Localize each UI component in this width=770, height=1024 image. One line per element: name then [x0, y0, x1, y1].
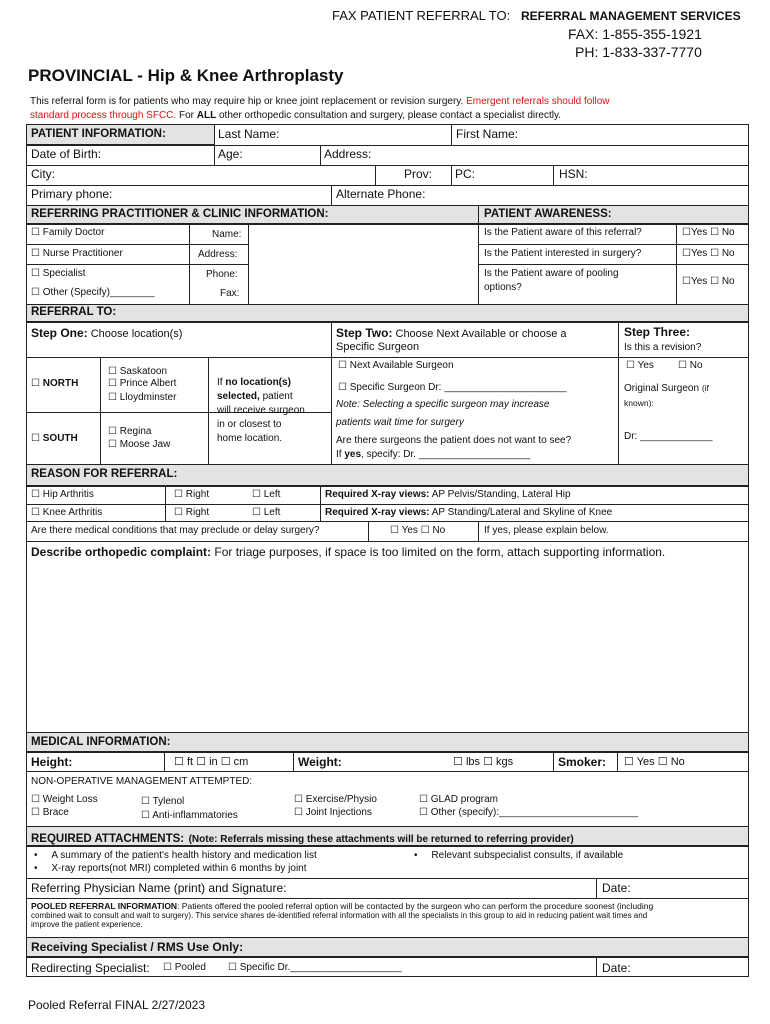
- step-two-label-2: Specific Surgeon: [336, 341, 420, 353]
- conditions-options[interactable]: ☐ Yes ☐ No: [390, 525, 445, 536]
- fax-to-label: FAX PATIENT REFERRAL TO:: [332, 8, 511, 23]
- phone-number: PH: 1-833-337-7770: [575, 44, 702, 60]
- joint-injections-checkbox[interactable]: ☐ Joint Injections: [294, 807, 372, 818]
- pooled-info-text: POOLED REFERRAL INFORMATION: Patients offered the pooled referral option will be contacted by the surgeon who can perform the procedure soonest (including combined wait to consult and wait to surgery). This service shares de-identified referral information with all the specialists in this group to aid in reducing patient wait times and improve the patient experience.: [31, 901, 654, 929]
- hip-arthritis-checkbox[interactable]: ☐ Hip Arthritis: [31, 489, 94, 500]
- knee-arthritis-checkbox[interactable]: ☐ Knee Arthritis: [31, 507, 102, 518]
- prince-albert-checkbox[interactable]: ☐ Prince Albert: [108, 378, 176, 389]
- prov-field[interactable]: Prov:: [404, 167, 433, 181]
- clinic-name-field[interactable]: Name:: [212, 229, 242, 240]
- patient-info-title: PATIENT INFORMATION:: [31, 128, 166, 140]
- nonop-label: NON-OPERATIVE MANAGEMENT ATTEMPTED:: [31, 776, 253, 787]
- regina-checkbox[interactable]: ☐ Regina: [108, 426, 151, 437]
- specific-dr-checkbox[interactable]: ☐ Specific Dr.____________________: [228, 962, 402, 973]
- interested-surgery-options[interactable]: ☐ Yes ☐ No: [682, 248, 735, 259]
- aware-pooling-question-2: options?: [484, 282, 522, 293]
- height-units[interactable]: ☐ ft ☐ in ☐ cm: [174, 755, 248, 768]
- revision-question: Is this a revision?: [624, 342, 702, 353]
- first-name-field[interactable]: First Name:: [456, 127, 519, 141]
- conditions-question: Are there medical conditions that may preclude or delay surgery?: [31, 525, 320, 536]
- weight-loss-checkbox[interactable]: ☐ Weight Loss: [31, 794, 98, 805]
- no-location-note-1: If no location(s): [217, 377, 291, 388]
- knee-right-checkbox[interactable]: ☐ Right: [174, 507, 209, 518]
- step-three-label: Step Three:: [624, 325, 691, 339]
- clinic-phone-field[interactable]: Phone:: [206, 269, 238, 280]
- north-checkbox[interactable]: ☐ NORTH: [31, 378, 78, 389]
- other-nonop-checkbox[interactable]: ☐ Other (specify):_________________________: [419, 807, 638, 818]
- redirecting-specialist-label: Redirecting Specialist:: [31, 961, 150, 975]
- fax-number: FAX: 1-855-355-1921: [568, 26, 702, 42]
- intro-line-1: This referral form is for patients who may require hip or knee joint replacement or revision surgery. Emergent referrals should follow: [30, 96, 610, 107]
- intro-line-2: standard process through SFCC. For ALL other orthopedic consultation and surgery, please contact a specialist directly.: [30, 110, 562, 121]
- attachment-bullet-1: • A summary of the patient's health history and medication list: [34, 850, 317, 861]
- specific-surgeon-note-2: patients wait time for surgery: [336, 417, 464, 428]
- knee-left-checkbox[interactable]: ☐ Left: [252, 507, 280, 518]
- family-doctor-checkbox[interactable]: ☐ Family Doctor: [31, 227, 104, 238]
- no-location-note-2: selected, patient: [217, 391, 293, 402]
- other-checkbox[interactable]: ☐ Other (Specify)________: [31, 287, 154, 298]
- brace-checkbox[interactable]: ☐ Brace: [31, 807, 69, 818]
- knee-xray-views: Required X-ray views: AP Standing/Lateral and Skyline of Knee: [325, 507, 613, 518]
- pooled-checkbox[interactable]: ☐ Pooled: [163, 962, 206, 973]
- footer-version: Pooled Referral FINAL 2/27/2023: [28, 998, 205, 1012]
- medical-title: MEDICAL INFORMATION:: [31, 736, 171, 748]
- specific-surgeon-checkbox[interactable]: ☐ Specific Surgeon Dr: ______________________: [338, 382, 567, 393]
- receiving-date-field[interactable]: Date:: [602, 961, 631, 975]
- attachments-title: REQUIRED ATTACHMENTS: (Note: Referrals missing these attachments will be returned to referring provider): [31, 833, 574, 845]
- referral-to-title: REFERRAL TO:: [31, 306, 117, 318]
- signature-date-field[interactable]: Date:: [602, 881, 631, 895]
- primary-phone-field[interactable]: Primary phone:: [31, 187, 113, 201]
- awareness-title: PATIENT AWARENESS:: [484, 208, 612, 220]
- clinic-address-field[interactable]: Address:: [198, 249, 238, 260]
- original-surgeon-field[interactable]: Dr: _____________: [624, 431, 713, 442]
- org-name: REFERRAL MANAGEMENT SERVICES: [521, 9, 741, 23]
- tylenol-checkbox[interactable]: ☐ Tylenol: [141, 796, 184, 807]
- no-location-note-4: in or closest to: [217, 419, 282, 430]
- specialist-checkbox[interactable]: ☐ Specialist: [31, 268, 86, 279]
- physician-signature-field[interactable]: Referring Physician Name (print) and Signature:: [31, 881, 287, 895]
- aware-pooling-options[interactable]: ☐ Yes ☐ No: [682, 276, 735, 287]
- conditions-explain: If yes, please explain below.: [484, 525, 609, 536]
- weight-units[interactable]: ☐ lbs ☐ kgs: [453, 755, 513, 768]
- interested-surgery-question: Is the Patient interested in surgery?: [484, 248, 642, 259]
- next-available-checkbox[interactable]: ☐ Next Available Surgeon: [338, 360, 454, 371]
- hsn-field[interactable]: HSN:: [559, 167, 588, 181]
- exercise-physio-checkbox[interactable]: ☐ Exercise/Physio: [294, 794, 377, 805]
- attachment-bullet-2: • X-ray reports(not MRI) completed within 6 months by joint: [34, 863, 307, 874]
- hip-right-checkbox[interactable]: ☐ Right: [174, 489, 209, 500]
- no-location-note-5: home location.: [217, 433, 283, 444]
- practitioner-title: REFERRING PRACTITIONER & CLINIC INFORMATION:: [31, 208, 329, 220]
- revision-yes-checkbox[interactable]: ☐ Yes: [626, 360, 654, 371]
- smoker-options[interactable]: ☐ Yes ☐ No: [624, 755, 685, 768]
- height-label: Height:: [31, 755, 73, 769]
- lloydminster-checkbox[interactable]: ☐ Lloydminster: [108, 392, 176, 403]
- clinic-fax-field[interactable]: Fax:: [220, 288, 240, 299]
- pc-field[interactable]: PC:: [455, 167, 476, 181]
- complaint-textarea[interactable]: [27, 565, 748, 731]
- original-surgeon-known: known):: [624, 398, 654, 408]
- last-name-field[interactable]: Last Name:: [218, 127, 280, 141]
- no-location-note-3: will receive surgeon: [217, 405, 305, 416]
- nurse-practitioner-checkbox[interactable]: ☐ Nurse Practitioner: [31, 248, 123, 259]
- describe-complaint-label: Describe orthopedic complaint: For triage purposes, if space is too limited on the form, attach supporting information.: [31, 545, 666, 559]
- aware-pooling-question-1: Is the Patient aware of pooling: [484, 268, 619, 279]
- step-one-label: Step One: Choose location(s): [31, 326, 183, 340]
- original-surgeon-label: Original Surgeon (if: [624, 383, 709, 394]
- not-want-question: Are there surgeons the patient does not want to see?: [336, 435, 572, 446]
- alternate-phone-field[interactable]: Alternate Phone:: [336, 187, 426, 201]
- step-two-label: Step Two: Choose Next Available or choose a: [336, 326, 567, 340]
- age-field[interactable]: Age:: [218, 147, 243, 161]
- revision-no-checkbox[interactable]: ☐ No: [678, 360, 703, 371]
- glad-program-checkbox[interactable]: ☐ GLAD program: [419, 794, 498, 805]
- form-title: PROVINCIAL - Hip & Knee Arthroplasty: [28, 66, 344, 85]
- aware-referral-question: Is the Patient aware of this referral?: [484, 227, 642, 238]
- not-want-specify[interactable]: If yes, specify: Dr. ____________________: [336, 449, 531, 460]
- referral-to-header: [26, 304, 749, 322]
- saskatoon-checkbox[interactable]: ☐ Saskatoon: [108, 366, 167, 377]
- moose-jaw-checkbox[interactable]: ☐ Moose Jaw: [108, 439, 170, 450]
- hip-xray-views: Required X-ray views: AP Pelvis/Standing, Lateral Hip: [325, 489, 571, 500]
- city-field[interactable]: City:: [31, 167, 55, 181]
- attachment-bullet-3: • Relevant subspecialist consults, if available: [414, 850, 624, 861]
- anti-inflammatories-checkbox[interactable]: ☐ Anti-inflammatories: [141, 810, 238, 821]
- reason-title: REASON FOR REFERRAL:: [31, 468, 178, 480]
- hip-left-checkbox[interactable]: ☐ Left: [252, 489, 280, 500]
- dob-field[interactable]: Date of Birth:: [31, 147, 102, 161]
- smoker-label: Smoker:: [558, 755, 607, 769]
- specific-surgeon-note-1: Note: Selecting a specific surgeon may increase: [336, 399, 550, 410]
- south-checkbox[interactable]: ☐ SOUTH: [31, 433, 78, 444]
- aware-referral-options[interactable]: ☐ Yes ☐ No: [682, 227, 735, 238]
- weight-label: Weight:: [298, 755, 342, 769]
- receiving-title: Receiving Specialist / RMS Use Only:: [31, 940, 244, 954]
- address-field[interactable]: Address:: [324, 147, 372, 161]
